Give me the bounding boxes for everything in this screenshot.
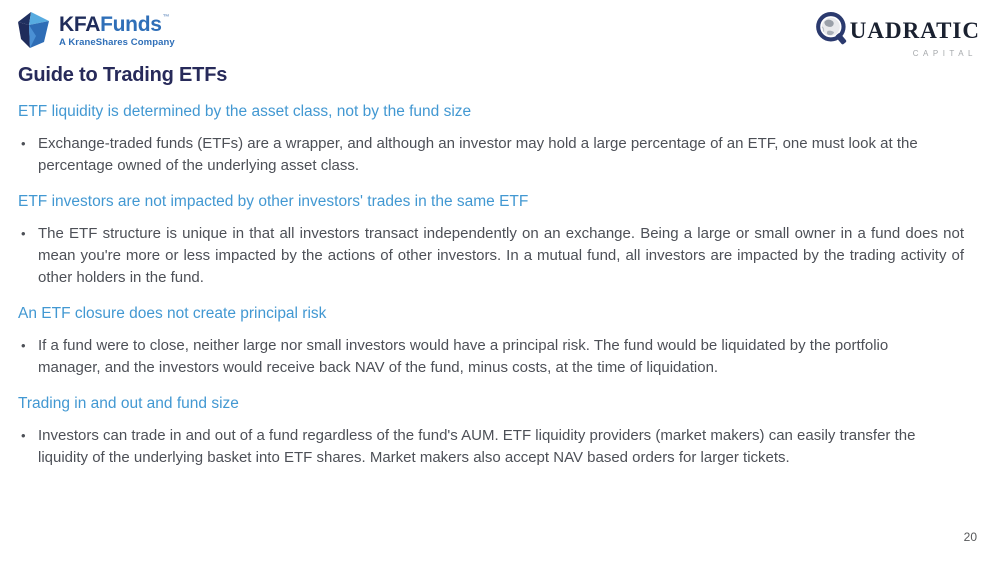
section-closure-risk — [18, 305, 968, 379]
kfa-wordmark — [59, 14, 175, 48]
section-heading: Trading in and out and fund size — [18, 395, 239, 412]
bullet-marker: • — [21, 428, 26, 443]
section-investor-trades — [18, 193, 968, 289]
section-heading: An ETF closure does not create principal risk — [18, 305, 327, 322]
kfa-text: KFA — [59, 12, 101, 36]
bullet-marker: • — [21, 338, 26, 353]
bullet-item — [18, 223, 968, 289]
quadratic-q-globe-icon — [816, 12, 849, 48]
bullet-item — [18, 425, 968, 469]
bullet-text: Exchange-traded funds (ETFs) are a wrapper, and although an investor may hold a large percentage of an ETF, one must look at the percentage owned of the underlying asset class. — [38, 135, 918, 174]
bullet-text: If a fund were to close, neither large nor small investors would have a principal risk. The fund would be liquidated by the portfolio manager, and the investors would receive back NAV of the fund, minus costs, at the time of liquidation. — [38, 337, 889, 376]
funds-text: Funds — [100, 12, 162, 36]
bullet-marker: • — [21, 226, 26, 241]
kfa-gem-icon — [18, 12, 50, 49]
bullet-item — [18, 133, 968, 177]
kfa-tagline: A KraneShares Company — [59, 36, 175, 48]
page-title: Guide to Trading ETFs — [18, 64, 228, 86]
bullet-marker: • — [21, 136, 26, 151]
slide-content — [18, 64, 968, 469]
section-liquidity — [18, 103, 968, 177]
bullet-item — [18, 335, 968, 379]
kfa-funds-logo — [18, 12, 175, 49]
bullet-text: Investors can trade in and out of a fund regardless of the fund's AUM. ETF liquidity providers (market makers) can easily transfer the liquidity of the underlying basket into ETF shares. Market makers also accept NAV based orders for larger tickets. — [38, 427, 916, 466]
quadratic-capital-logo — [816, 12, 980, 58]
header — [18, 12, 980, 58]
page-number: 20 — [963, 530, 977, 544]
capital-subtitle: CAPITAL — [912, 49, 977, 58]
trademark-mark: ™ — [162, 13, 170, 21]
bullet-text: The ETF structure is unique in that all investors transact independently on an exchange. Being a large or small owner in a fund does not mean you're more or less impacted by the actions of other investors. In a mutual fund, all investors are impacted by the trading activity of other holders in the fund. — [38, 225, 964, 286]
section-heading: ETF investors are not impacted by other investors' trades in the same ETF — [18, 193, 529, 210]
section-trading-fund-size — [18, 395, 968, 469]
quadratic-wordmark: UADRATIC — [849, 17, 980, 43]
section-heading: ETF liquidity is determined by the asset class, not by the fund size — [18, 103, 472, 120]
